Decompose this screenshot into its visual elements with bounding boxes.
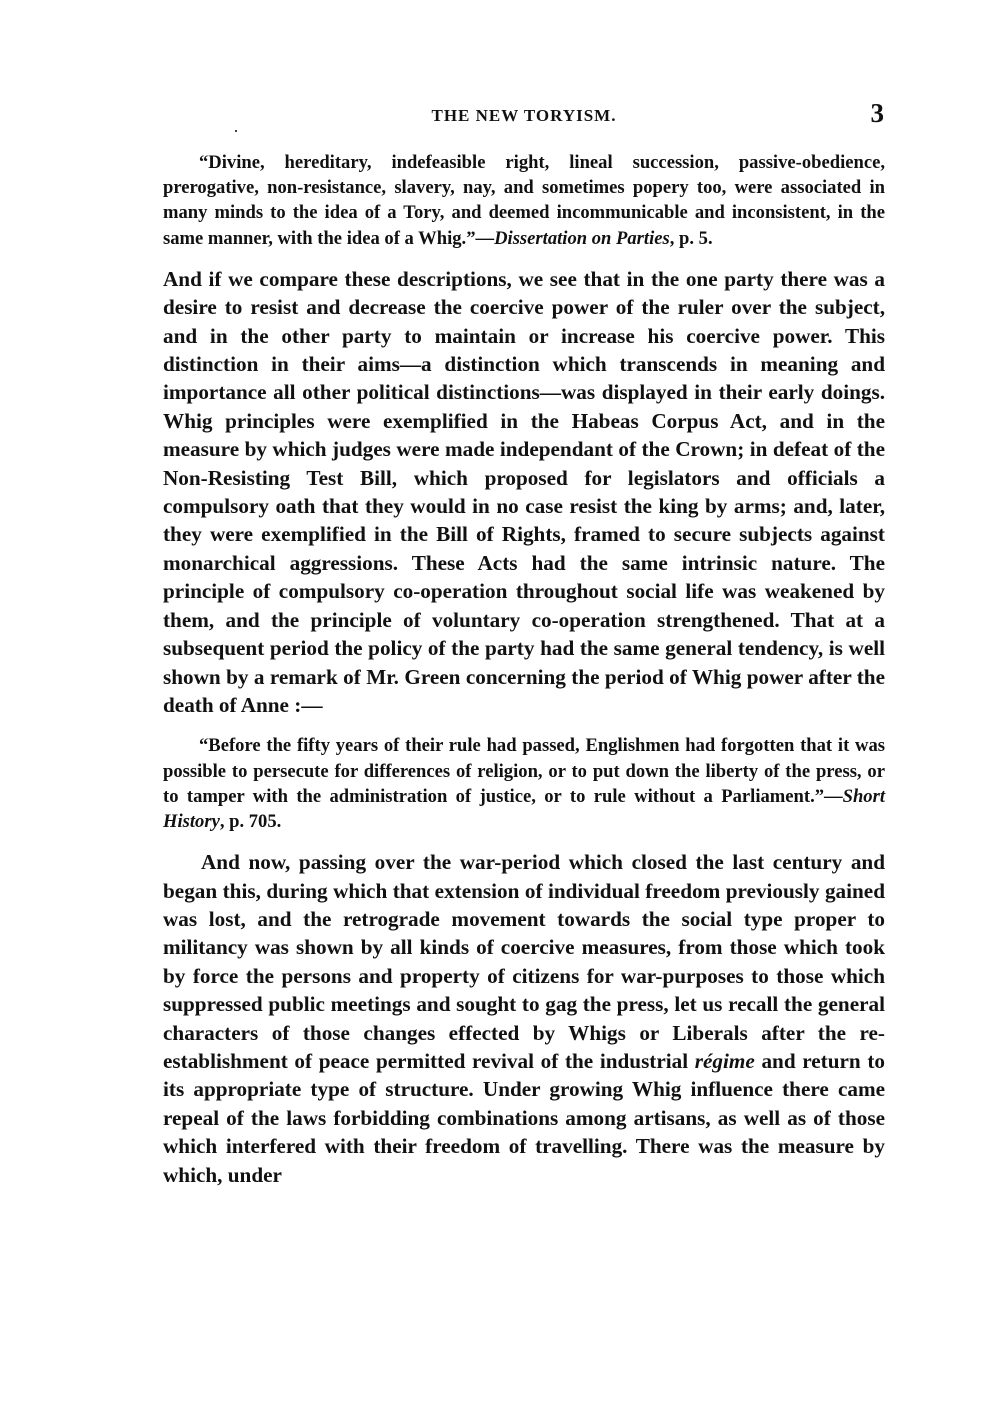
quote-page-ref: , p. 5. (669, 227, 713, 249)
quote-source: Dissertation on Parties (494, 227, 670, 249)
quote-text: “Divine, hereditary, indefeasible right, lineal succession, passive-obedience, prerogative, non-resistance, slavery, nay, and sometimes popery too, were associated in many minds to the idea of a Tory, and deemed incommunicable and inconsistent, in the same manner, with the idea of a Whig.”—Dissertation on Parties, p. 5. (163, 152, 885, 249)
paragraph-descriptions: And if we compare these descriptions, we see that in the one party there was a desire to resist and decrease the coercive power of the ruler over the subject, and in the other party to maintain or increase his coercive power. This distinction in their aims—a distinction which transcends in meaning and importance all other political distinctions—was displayed in their early doings. Whig principles were exemplified in the Habeas Corpus Act, and in the measure by which judges were made independant of the Crown; in defeat of the Non-Resisting Test Bill, which proposed for legislators and officials a compulsory oath that they would in no case resist the king by arms; and, later, they were exemplified in the Bill of Rights, framed to secure subjects against monarchical aggressions. These Acts had the same intrinsic nature. The principle of compulsory co-operation throughout social life was weakened by them, and the principle of voluntary co-operation strengthened. That at a subsequent period the policy of the party had the same general tendency, is well shown by a remark of Mr. Green concerning the period of Whig power after the death of Anne :— (163, 266, 885, 717)
block-quote-short-history (163, 733, 885, 834)
italic-regime: régime (694, 1048, 755, 1073)
quote-text: “Before the fifty years of their rule had passed, Englishmen had forgotten that it was possible to persecute for differences of religion, or to put down the liberty of the press, or to tamper with the administration of justice, or to rule without a Parliament.”—Short History, p. 705. (163, 735, 885, 832)
quote-page-ref: , p. 705. (219, 810, 282, 832)
running-header (163, 100, 885, 136)
book-page (163, 100, 885, 1189)
page-number: 3 (870, 98, 885, 128)
block-quote-dissertation (163, 150, 885, 251)
paragraph-war-period: And now, passing over the war-period which closed the last century and began this, during which that extension of individual freedom previously gained was lost, and the retrograde movement towards the social type proper to militancy was shown by all kinds of coercive measures, from those which took by force the persons and property of citizens for war-purposes to those which suppressed public meetings and sought to gag the press, let us recall the general characters of those changes effected by Whigs or Liberals after the re-establishment of peace permitted revival of the industrial régime and return to its appropriate type of structure. Under growing Whig influence there came repeal of the laws forbidding combinations among artisans, as well as of those which interfered with their freedom of travelling. There was the measure by which, under (163, 850, 885, 1187)
quote-source: Short History (163, 785, 885, 832)
running-title: THE NEW TORYISM. (431, 106, 617, 125)
